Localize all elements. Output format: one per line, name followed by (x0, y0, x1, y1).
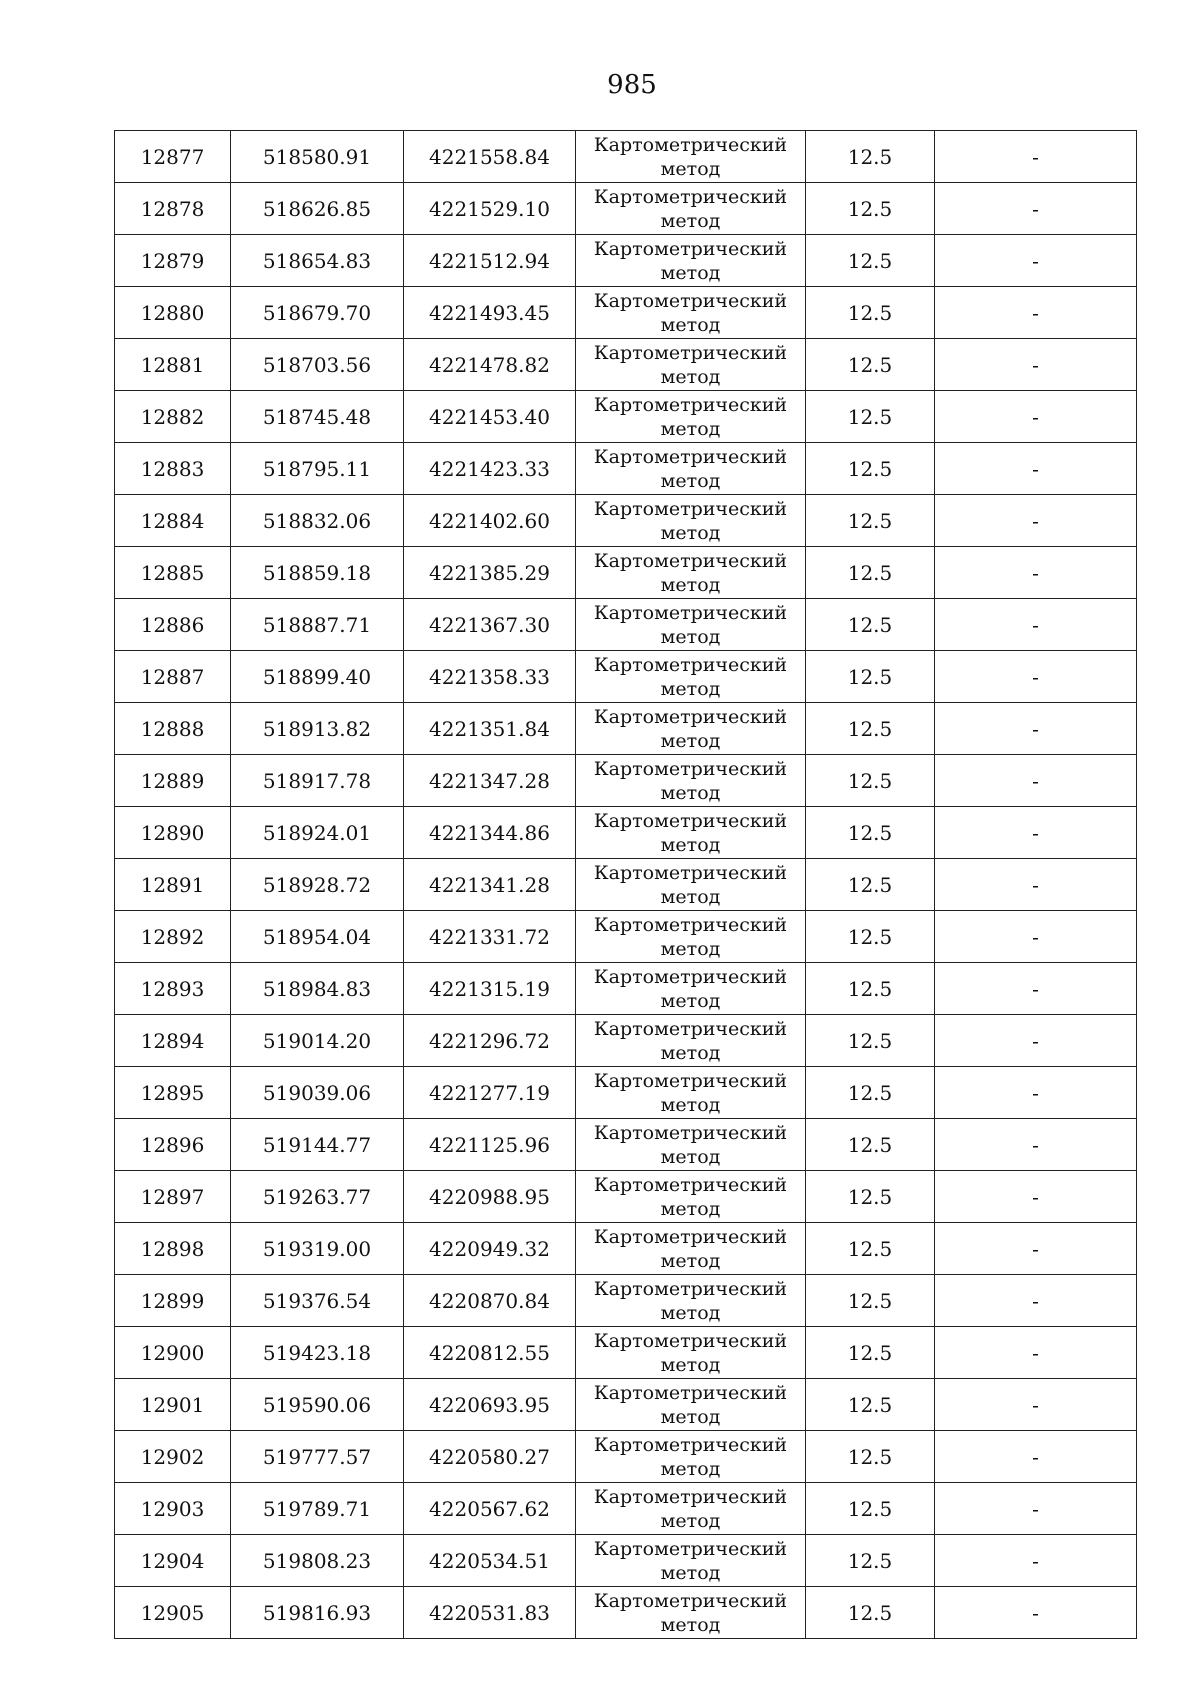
method-cell (576, 547, 806, 599)
y-coordinate-cell: 4221125.96 (404, 1119, 576, 1171)
method-cell (576, 911, 806, 963)
method-line-1: Картометрический (593, 237, 788, 260)
precision-cell: 12.5 (806, 703, 935, 755)
note-cell: - (935, 443, 1137, 495)
table-row (115, 1483, 1137, 1535)
y-coordinate-cell: 4221347.28 (404, 755, 576, 807)
point-number-cell: 12887 (115, 651, 231, 703)
method-line-1: Картометрический (593, 185, 788, 208)
note-cell: - (935, 1587, 1137, 1639)
table-row (115, 1223, 1137, 1275)
method-line-2: метод (660, 833, 721, 856)
x-coordinate-cell: 518580.91 (231, 131, 404, 183)
method-cell (576, 1587, 806, 1639)
method-cell (576, 1015, 806, 1067)
table-row (115, 547, 1137, 599)
x-coordinate-cell: 518654.83 (231, 235, 404, 287)
y-coordinate-cell: 4221423.33 (404, 443, 576, 495)
note-cell: - (935, 651, 1137, 703)
x-coordinate-cell: 518984.83 (231, 963, 404, 1015)
method-line-1: Картометрический (593, 1069, 788, 1092)
precision-cell: 12.5 (806, 859, 935, 911)
note-cell: - (935, 807, 1137, 859)
method-cell (576, 1223, 806, 1275)
method-line-2: метод (660, 937, 721, 960)
precision-cell: 12.5 (806, 1015, 935, 1067)
table-row (115, 287, 1137, 339)
point-number-cell: 12895 (115, 1067, 231, 1119)
method-line-1: Картометрический (593, 1121, 788, 1144)
table-row (115, 495, 1137, 547)
method-line-2: метод (660, 1093, 721, 1116)
x-coordinate-cell: 518679.70 (231, 287, 404, 339)
method-line-1: Картометрический (593, 757, 788, 780)
method-line-1: Картометрический (593, 1589, 788, 1612)
table-row (115, 1379, 1137, 1431)
precision-cell: 12.5 (806, 1067, 935, 1119)
note-cell: - (935, 183, 1137, 235)
method-line-1: Картометрический (593, 497, 788, 520)
x-coordinate-cell: 518928.72 (231, 859, 404, 911)
method-cell (576, 1535, 806, 1587)
point-number-cell: 12878 (115, 183, 231, 235)
note-cell: - (935, 911, 1137, 963)
y-coordinate-cell: 4221344.86 (404, 807, 576, 859)
method-line-2: метод (660, 1301, 721, 1324)
note-cell: - (935, 1483, 1137, 1535)
x-coordinate-cell: 519014.20 (231, 1015, 404, 1067)
method-line-2: метод (660, 521, 721, 544)
y-coordinate-cell: 4221478.82 (404, 339, 576, 391)
precision-cell: 12.5 (806, 1223, 935, 1275)
method-cell (576, 443, 806, 495)
note-cell: - (935, 1119, 1137, 1171)
precision-cell: 12.5 (806, 391, 935, 443)
table-row (115, 1015, 1137, 1067)
method-cell (576, 1067, 806, 1119)
x-coordinate-cell: 519319.00 (231, 1223, 404, 1275)
method-cell (576, 703, 806, 755)
point-number-cell: 12883 (115, 443, 231, 495)
table-row (115, 339, 1137, 391)
precision-cell: 12.5 (806, 547, 935, 599)
method-line-1: Картометрический (593, 1433, 788, 1456)
point-number-cell: 12903 (115, 1483, 231, 1535)
precision-cell: 12.5 (806, 131, 935, 183)
precision-cell: 12.5 (806, 807, 935, 859)
precision-cell: 12.5 (806, 1587, 935, 1639)
point-number-cell: 12879 (115, 235, 231, 287)
point-number-cell: 12902 (115, 1431, 231, 1483)
note-cell: - (935, 703, 1137, 755)
x-coordinate-cell: 518924.01 (231, 807, 404, 859)
y-coordinate-cell: 4220949.32 (404, 1223, 576, 1275)
method-line-2: метод (660, 573, 721, 596)
method-line-2: метод (660, 1561, 721, 1584)
point-number-cell: 12901 (115, 1379, 231, 1431)
coordinates-table (114, 130, 1137, 1639)
point-number-cell: 12880 (115, 287, 231, 339)
method-line-2: метод (660, 729, 721, 752)
table-row (115, 703, 1137, 755)
method-cell (576, 807, 806, 859)
precision-cell: 12.5 (806, 235, 935, 287)
y-coordinate-cell: 4221315.19 (404, 963, 576, 1015)
point-number-cell: 12892 (115, 911, 231, 963)
y-coordinate-cell: 4221385.29 (404, 547, 576, 599)
precision-cell: 12.5 (806, 1119, 935, 1171)
point-number-cell: 12897 (115, 1171, 231, 1223)
point-number-cell: 12898 (115, 1223, 231, 1275)
table-row (115, 1431, 1137, 1483)
method-cell (576, 859, 806, 911)
method-cell (576, 287, 806, 339)
x-coordinate-cell: 519039.06 (231, 1067, 404, 1119)
table-row (115, 755, 1137, 807)
x-coordinate-cell: 519423.18 (231, 1327, 404, 1379)
y-coordinate-cell: 4221512.94 (404, 235, 576, 287)
method-line-2: метод (660, 989, 721, 1012)
point-number-cell: 12884 (115, 495, 231, 547)
method-line-1: Картометрический (593, 1329, 788, 1352)
note-cell: - (935, 1431, 1137, 1483)
method-cell (576, 495, 806, 547)
x-coordinate-cell: 519808.23 (231, 1535, 404, 1587)
method-line-1: Картометрический (593, 1277, 788, 1300)
note-cell: - (935, 339, 1137, 391)
method-line-1: Картометрический (593, 1381, 788, 1404)
note-cell: - (935, 859, 1137, 911)
method-line-1: Картометрический (593, 965, 788, 988)
point-number-cell: 12877 (115, 131, 231, 183)
precision-cell: 12.5 (806, 911, 935, 963)
method-cell (576, 1483, 806, 1535)
note-cell: - (935, 131, 1137, 183)
x-coordinate-cell: 519816.93 (231, 1587, 404, 1639)
point-number-cell: 12889 (115, 755, 231, 807)
method-line-1: Картометрический (593, 705, 788, 728)
precision-cell: 12.5 (806, 1483, 935, 1535)
point-number-cell: 12905 (115, 1587, 231, 1639)
point-number-cell: 12890 (115, 807, 231, 859)
method-cell (576, 1275, 806, 1327)
method-line-2: метод (660, 365, 721, 388)
method-line-2: метод (660, 1405, 721, 1428)
method-line-1: Картометрический (593, 653, 788, 676)
y-coordinate-cell: 4220988.95 (404, 1171, 576, 1223)
method-cell (576, 339, 806, 391)
method-line-1: Картометрический (593, 1225, 788, 1248)
note-cell: - (935, 599, 1137, 651)
y-coordinate-cell: 4220812.55 (404, 1327, 576, 1379)
point-number-cell: 12888 (115, 703, 231, 755)
method-line-1: Картометрический (593, 341, 788, 364)
y-coordinate-cell: 4220534.51 (404, 1535, 576, 1587)
method-cell (576, 963, 806, 1015)
method-cell (576, 131, 806, 183)
point-number-cell: 12904 (115, 1535, 231, 1587)
point-number-cell: 12886 (115, 599, 231, 651)
x-coordinate-cell: 518859.18 (231, 547, 404, 599)
method-line-2: метод (660, 469, 721, 492)
precision-cell: 12.5 (806, 183, 935, 235)
precision-cell: 12.5 (806, 443, 935, 495)
method-line-2: метод (660, 157, 721, 180)
table-row (115, 235, 1137, 287)
table-row (115, 1327, 1137, 1379)
note-cell: - (935, 1015, 1137, 1067)
table-row (115, 443, 1137, 495)
method-cell (576, 1327, 806, 1379)
method-line-2: метод (660, 209, 721, 232)
method-cell (576, 1379, 806, 1431)
precision-cell: 12.5 (806, 495, 935, 547)
y-coordinate-cell: 4221341.28 (404, 859, 576, 911)
precision-cell: 12.5 (806, 287, 935, 339)
method-line-2: метод (660, 1041, 721, 1064)
table-row (115, 911, 1137, 963)
point-number-cell: 12899 (115, 1275, 231, 1327)
precision-cell: 12.5 (806, 1431, 935, 1483)
method-line-2: метод (660, 417, 721, 440)
precision-cell: 12.5 (806, 1379, 935, 1431)
method-cell (576, 651, 806, 703)
method-line-1: Картометрический (593, 809, 788, 832)
precision-cell: 12.5 (806, 963, 935, 1015)
x-coordinate-cell: 519376.54 (231, 1275, 404, 1327)
y-coordinate-cell: 4221358.33 (404, 651, 576, 703)
note-cell: - (935, 1535, 1137, 1587)
precision-cell: 12.5 (806, 1535, 935, 1587)
method-line-2: метод (660, 261, 721, 284)
precision-cell: 12.5 (806, 1171, 935, 1223)
method-line-1: Картометрический (593, 861, 788, 884)
x-coordinate-cell: 518626.85 (231, 183, 404, 235)
table-row (115, 1171, 1137, 1223)
point-number-cell: 12896 (115, 1119, 231, 1171)
y-coordinate-cell: 4221367.30 (404, 599, 576, 651)
x-coordinate-cell: 518954.04 (231, 911, 404, 963)
point-number-cell: 12894 (115, 1015, 231, 1067)
table-row (115, 651, 1137, 703)
method-line-1: Картометрический (593, 393, 788, 416)
note-cell: - (935, 235, 1137, 287)
table-row (115, 391, 1137, 443)
table-row (115, 1067, 1137, 1119)
x-coordinate-cell: 518913.82 (231, 703, 404, 755)
y-coordinate-cell: 4220567.62 (404, 1483, 576, 1535)
x-coordinate-cell: 519789.71 (231, 1483, 404, 1535)
method-cell (576, 1431, 806, 1483)
method-line-1: Картометрический (593, 1017, 788, 1040)
note-cell: - (935, 547, 1137, 599)
x-coordinate-cell: 518899.40 (231, 651, 404, 703)
method-line-1: Картометрический (593, 1537, 788, 1560)
y-coordinate-cell: 4221529.10 (404, 183, 576, 235)
method-line-1: Картометрический (593, 289, 788, 312)
y-coordinate-cell: 4220580.27 (404, 1431, 576, 1483)
method-cell (576, 235, 806, 287)
point-number-cell: 12891 (115, 859, 231, 911)
note-cell: - (935, 1275, 1137, 1327)
method-line-2: метод (660, 1457, 721, 1480)
page-number: 985 (607, 70, 657, 100)
method-line-1: Картометрический (593, 133, 788, 156)
method-cell (576, 755, 806, 807)
method-cell (576, 183, 806, 235)
x-coordinate-cell: 518703.56 (231, 339, 404, 391)
table-row (115, 859, 1137, 911)
method-cell (576, 391, 806, 443)
precision-cell: 12.5 (806, 651, 935, 703)
x-coordinate-cell: 518795.11 (231, 443, 404, 495)
method-line-2: метод (660, 1509, 721, 1532)
note-cell: - (935, 755, 1137, 807)
y-coordinate-cell: 4221558.84 (404, 131, 576, 183)
method-cell (576, 599, 806, 651)
x-coordinate-cell: 518887.71 (231, 599, 404, 651)
method-line-1: Картометрический (593, 1485, 788, 1508)
y-coordinate-cell: 4220693.95 (404, 1379, 576, 1431)
method-line-1: Картометрический (593, 601, 788, 624)
method-line-2: метод (660, 625, 721, 648)
note-cell: - (935, 1223, 1137, 1275)
x-coordinate-cell: 518832.06 (231, 495, 404, 547)
y-coordinate-cell: 4220870.84 (404, 1275, 576, 1327)
method-cell (576, 1171, 806, 1223)
y-coordinate-cell: 4221277.19 (404, 1067, 576, 1119)
y-coordinate-cell: 4220531.83 (404, 1587, 576, 1639)
x-coordinate-cell: 519777.57 (231, 1431, 404, 1483)
method-line-2: метод (660, 1145, 721, 1168)
precision-cell: 12.5 (806, 755, 935, 807)
method-line-2: метод (660, 1197, 721, 1220)
x-coordinate-cell: 519144.77 (231, 1119, 404, 1171)
note-cell: - (935, 495, 1137, 547)
method-line-2: метод (660, 885, 721, 908)
y-coordinate-cell: 4221453.40 (404, 391, 576, 443)
note-cell: - (935, 1171, 1137, 1223)
method-line-1: Картометрический (593, 549, 788, 572)
table-row (115, 1275, 1137, 1327)
note-cell: - (935, 1327, 1137, 1379)
x-coordinate-cell: 518917.78 (231, 755, 404, 807)
point-number-cell: 12885 (115, 547, 231, 599)
note-cell: - (935, 1379, 1137, 1431)
method-line-2: метод (660, 781, 721, 804)
x-coordinate-cell: 519590.06 (231, 1379, 404, 1431)
table-row (115, 183, 1137, 235)
method-line-2: метод (660, 1249, 721, 1272)
method-line-1: Картометрический (593, 1173, 788, 1196)
point-number-cell: 12882 (115, 391, 231, 443)
y-coordinate-cell: 4221351.84 (404, 703, 576, 755)
method-line-1: Картометрический (593, 445, 788, 468)
x-coordinate-cell: 519263.77 (231, 1171, 404, 1223)
table-row (115, 1535, 1137, 1587)
table-row (115, 1587, 1137, 1639)
y-coordinate-cell: 4221331.72 (404, 911, 576, 963)
precision-cell: 12.5 (806, 339, 935, 391)
method-line-2: метод (660, 1613, 721, 1636)
method-line-2: метод (660, 1353, 721, 1376)
x-coordinate-cell: 518745.48 (231, 391, 404, 443)
point-number-cell: 12881 (115, 339, 231, 391)
note-cell: - (935, 963, 1137, 1015)
method-line-2: метод (660, 677, 721, 700)
note-cell: - (935, 1067, 1137, 1119)
table-row (115, 599, 1137, 651)
table-row (115, 807, 1137, 859)
method-cell (576, 1119, 806, 1171)
y-coordinate-cell: 4221296.72 (404, 1015, 576, 1067)
point-number-cell: 12893 (115, 963, 231, 1015)
note-cell: - (935, 287, 1137, 339)
table-row (115, 963, 1137, 1015)
precision-cell: 12.5 (806, 1327, 935, 1379)
y-coordinate-cell: 4221493.45 (404, 287, 576, 339)
method-line-2: метод (660, 313, 721, 336)
precision-cell: 12.5 (806, 599, 935, 651)
table-row (115, 131, 1137, 183)
point-number-cell: 12900 (115, 1327, 231, 1379)
table-row (115, 1119, 1137, 1171)
note-cell: - (935, 391, 1137, 443)
coordinates-table-body (115, 131, 1137, 1639)
precision-cell: 12.5 (806, 1275, 935, 1327)
y-coordinate-cell: 4221402.60 (404, 495, 576, 547)
method-line-1: Картометрический (593, 913, 788, 936)
